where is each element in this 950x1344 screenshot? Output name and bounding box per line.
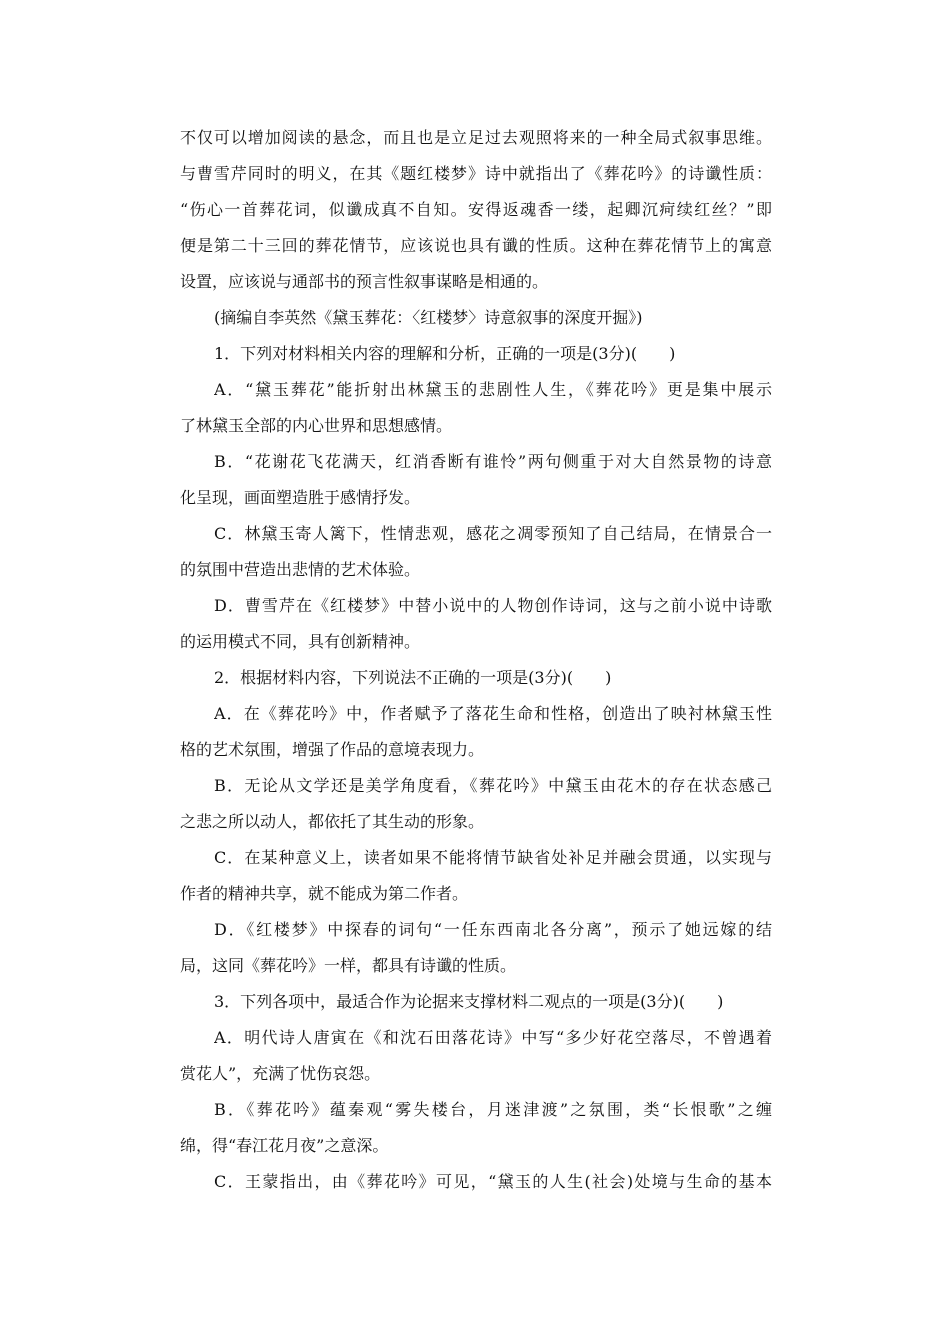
option-a: A．“黛玉葬花”能折射出林黛玉的悲剧性人生，《葬花吟》更是集中展示	[214, 380, 772, 399]
option-b-continued: 之悲之所以动人，都依托了其生动的形象。	[180, 812, 485, 831]
option-c-continued: 作者的精神共享，就不能成为第二作者。	[180, 884, 469, 903]
option-d-continued: 的运用模式不同，具有创新精神。	[180, 632, 421, 651]
passage-line: 便是第二十三回的葬花情节，应该说也具有谶的性质。这种在葬花情节上的寓意	[180, 236, 772, 255]
question-stem: 3．下列各项中，最适合作为论据来支撑材料二观点的一项是(3分)( )	[214, 992, 724, 1011]
option-c-continued: 的氛围中营造出悲情的艺术体验。	[180, 560, 421, 579]
passage-line: “伤心一首葬花词，似谶成真不自知。安得返魂香一缕，起卿沉疴续红丝？”即	[180, 200, 772, 219]
question-stem: 2．根据材料内容，下列说法不正确的一项是(3分)( )	[214, 668, 612, 687]
option-a-continued: 赏花人”，充满了忧伤哀怨。	[180, 1064, 381, 1083]
option-d-continued: 局，这同《葬花吟》一样，都具有诗谶的性质。	[180, 956, 517, 975]
passage-line: 不仅可以增加阅读的悬念，而且也是立足过去观照将来的一种全局式叙事思维。	[180, 128, 772, 147]
option-a: A．明代诗人唐寅在《和沈石田落花诗》中写“多少好花空落尽，不曾遇着	[214, 1028, 772, 1047]
option-b: B．“花谢花飞花满天，红消香断有谁怜”两句侧重于对大自然景物的诗意	[214, 452, 772, 471]
option-b: B．《葬花吟》蕴秦观“雾失楼台，月迷津渡”之氛围，类“长恨歌”之缠	[214, 1100, 772, 1119]
question-stem: 1．下列对材料相关内容的理解和分析，正确的一项是(3分)( )	[214, 344, 676, 363]
passage-line: 与曹雪芹同时的明义，在其《题红楼梦》诗中就指出了《葬花吟》的诗谶性质：	[180, 164, 772, 183]
option-b-continued: 化呈现，画面塑造胜于感情抒发。	[180, 488, 421, 507]
option-a: A．在《葬花吟》中，作者赋予了落花生命和性格，创造出了映衬林黛玉性	[214, 704, 772, 723]
option-c: C．王蒙指出，由《葬花吟》可见，“黛玉的人生(社会)处境与生命的基本	[214, 1172, 772, 1191]
option-c: C．林黛玉寄人篱下，性情悲观，感花之凋零预知了自己结局，在情景合一	[214, 524, 772, 543]
option-d: D．曹雪芹在《红楼梦》中替小说中的人物创作诗词，这与之前小说中诗歌	[214, 596, 772, 615]
option-a-continued: 了林黛玉全部的内心世界和思想感情。	[180, 416, 453, 435]
passage-line: 设置，应该说与通部书的预言性叙事谋略是相通的。	[180, 272, 549, 291]
option-a-continued: 格的艺术氛围，增强了作品的意境表现力。	[180, 740, 485, 759]
option-c: C．在某种意义上，读者如果不能将情节缺省处补足并融会贯通，以实现与	[214, 848, 772, 867]
option-b: B．无论从文学还是美学角度看，《葬花吟》中黛玉由花木的存在状态感己	[214, 776, 772, 795]
option-d: D．《红楼梦》中探春的词句“一任东西南北各分离”，预示了她远嫁的结	[214, 920, 772, 939]
source-citation: (摘编自李英然《黛玉葬花：〈红楼梦〉诗意叙事的深度开掘》)	[214, 308, 643, 327]
option-b-continued: 绵，得“春江花月夜”之意深。	[180, 1136, 389, 1155]
